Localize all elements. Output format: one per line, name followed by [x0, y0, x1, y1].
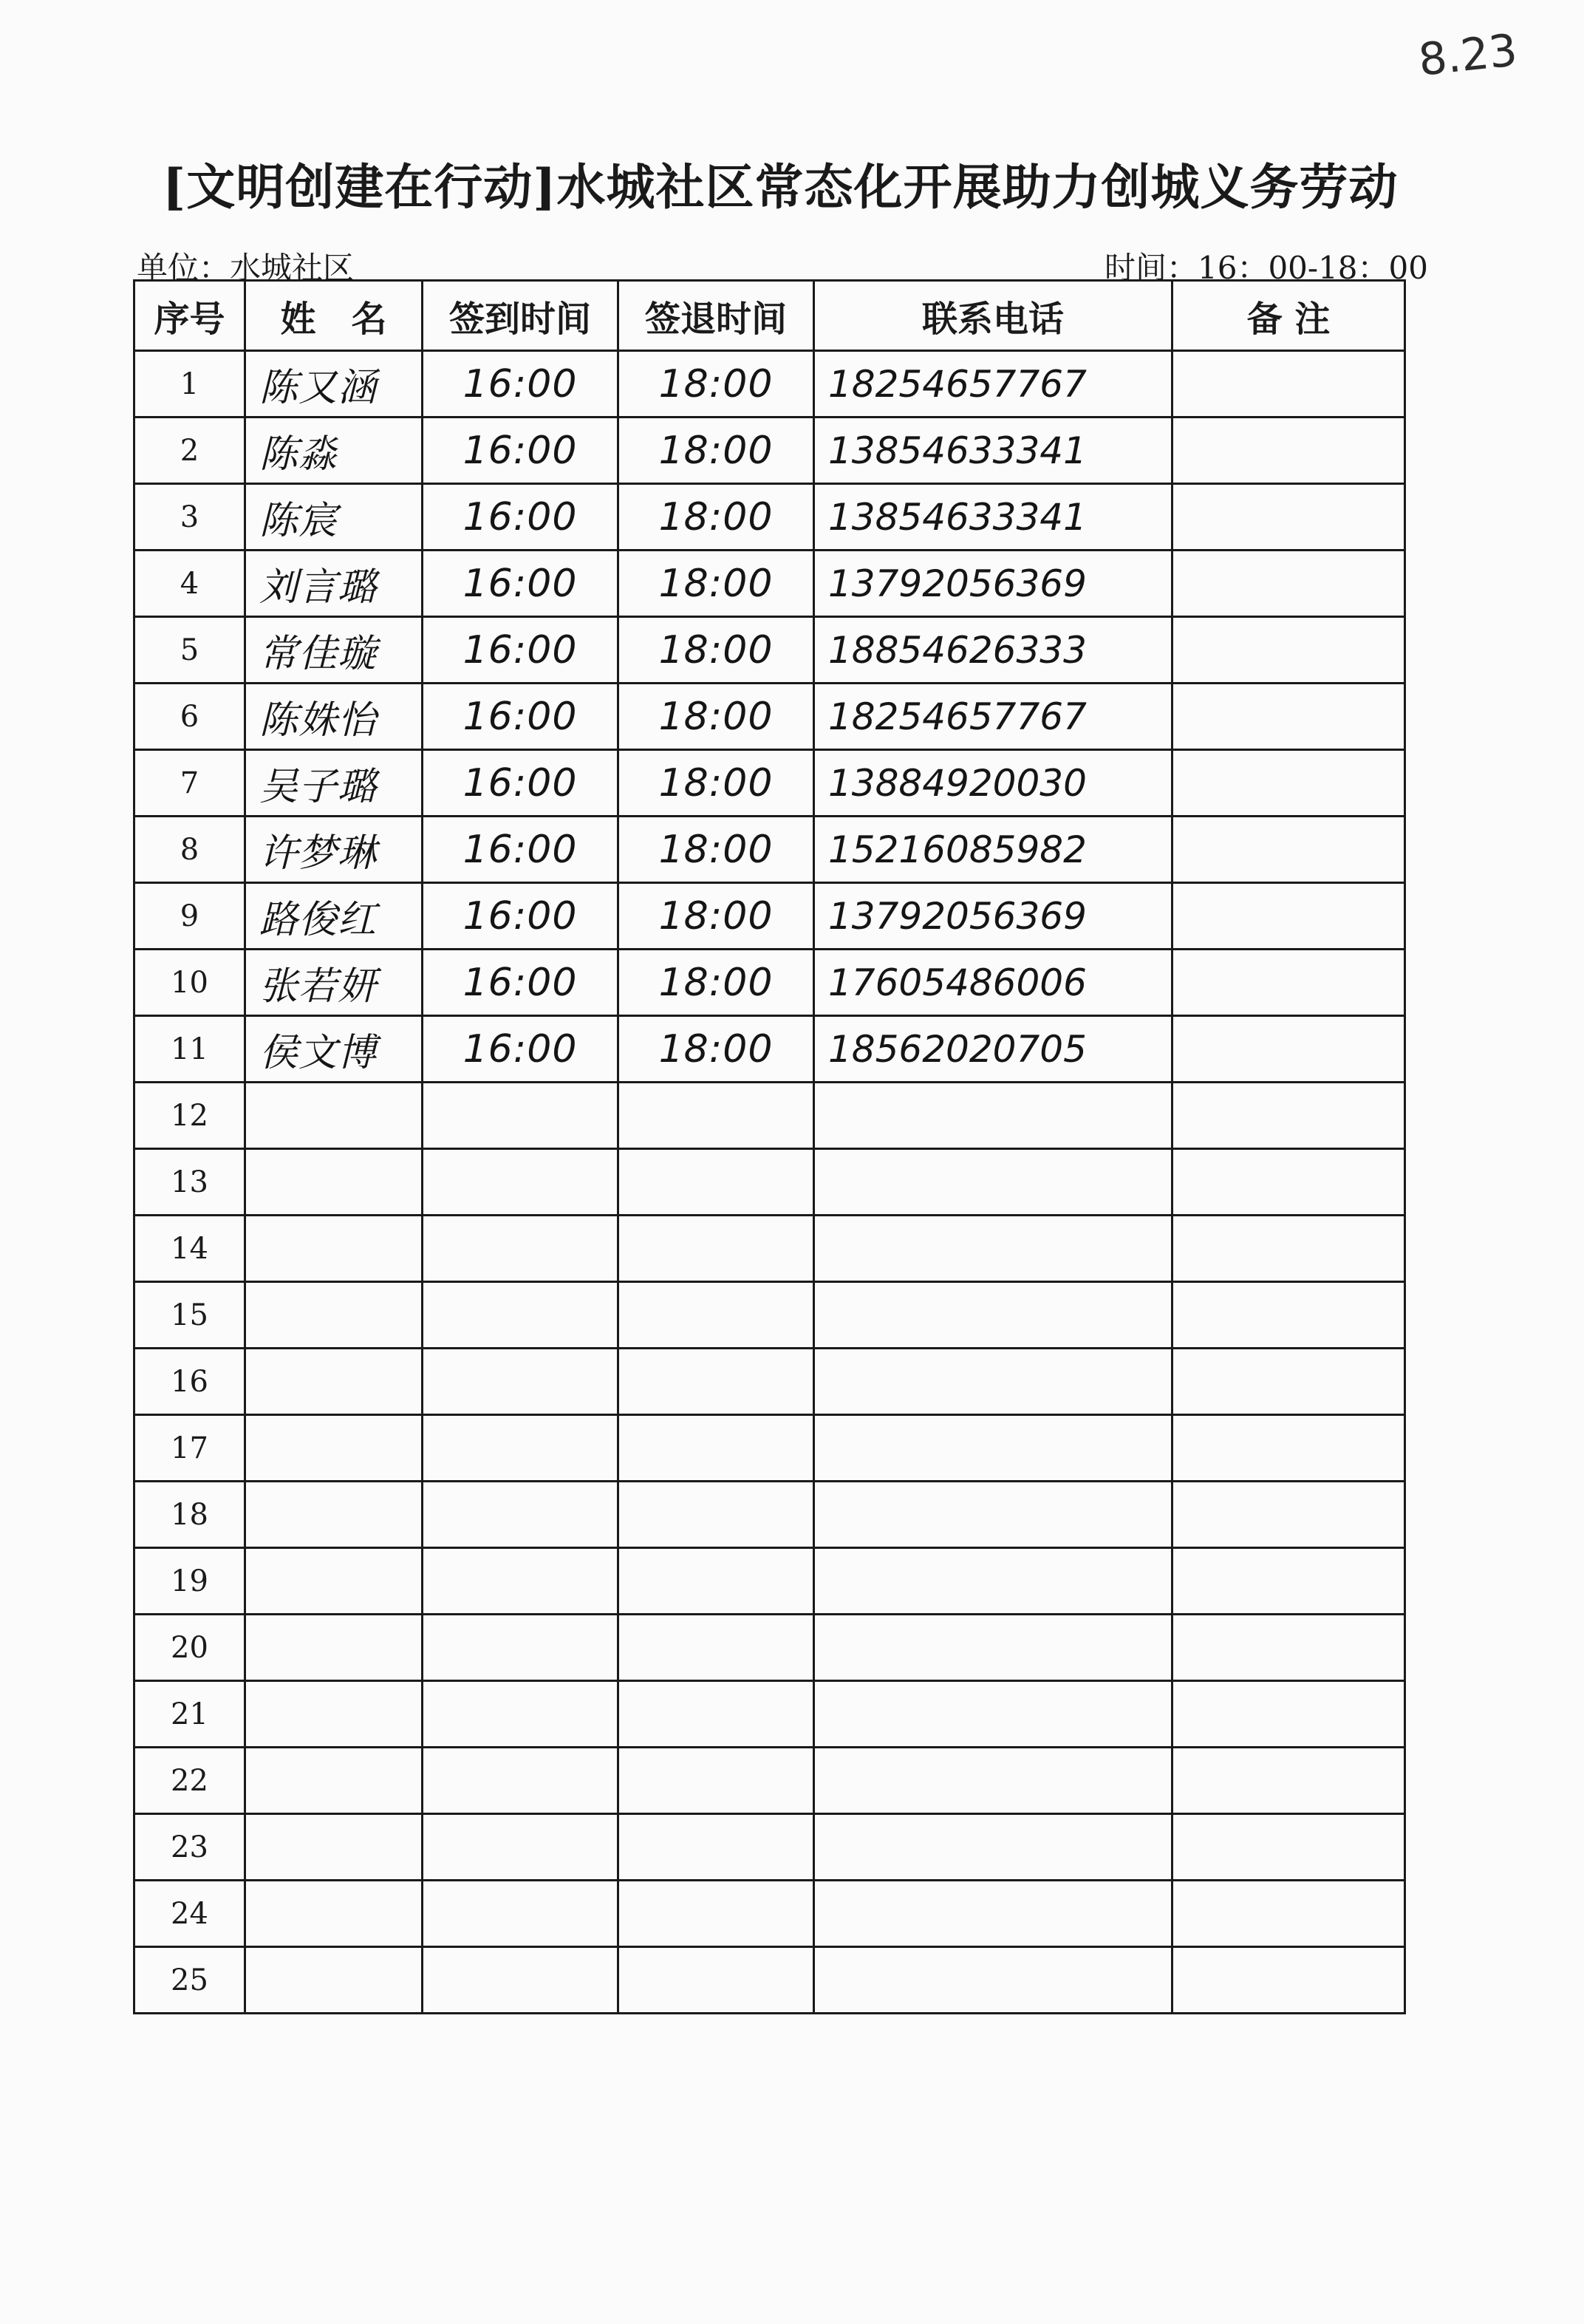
- cell-remark: [1172, 883, 1405, 950]
- cell-sign-out: [618, 1216, 814, 1282]
- cell-phone: [814, 1415, 1172, 1482]
- cell-sign-out: [618, 1814, 814, 1881]
- table-row: [134, 1881, 1405, 1947]
- cell-remark: [1172, 1881, 1405, 1947]
- time-label: 时间：16：00-18：00: [1105, 250, 1428, 286]
- cell-sign-out: 18:00: [618, 484, 814, 551]
- cell-index: 23: [134, 1814, 245, 1881]
- cell-sign-out: 18:00: [618, 883, 814, 950]
- cell-phone: [814, 1083, 1172, 1149]
- cell-remark: [1172, 1149, 1405, 1216]
- cell-name: 常佳璇: [245, 617, 423, 684]
- cell-index: 5: [134, 617, 245, 684]
- cell-index: 11: [134, 1016, 245, 1083]
- cell-sign-in: 16:00: [423, 817, 618, 883]
- cell-sign-in: [423, 1216, 618, 1282]
- table-row: [134, 1282, 1405, 1349]
- table-row: [134, 1615, 1405, 1681]
- header-index: 序号: [134, 281, 245, 351]
- table-row: [134, 1482, 1405, 1548]
- table-row: [134, 1083, 1405, 1149]
- cell-sign-in: 16:00: [423, 750, 618, 817]
- cell-index: 2: [134, 418, 245, 484]
- cell-phone: 18254657767: [814, 684, 1172, 750]
- cell-sign-out: 18:00: [618, 551, 814, 617]
- cell-name: [245, 1282, 423, 1349]
- cell-phone: [814, 1282, 1172, 1349]
- cell-phone: [814, 1615, 1172, 1681]
- cell-sign-in: [423, 1482, 618, 1548]
- cell-remark: [1172, 1415, 1405, 1482]
- cell-sign-out: [618, 1282, 814, 1349]
- cell-name: 刘言璐: [245, 551, 423, 617]
- cell-remark: [1172, 950, 1405, 1016]
- cell-sign-in: 16:00: [423, 1016, 618, 1083]
- cell-sign-out: 18:00: [618, 684, 814, 750]
- cell-sign-out: [618, 1947, 814, 2014]
- cell-phone: 15216085982: [814, 817, 1172, 883]
- table-row: [134, 950, 1405, 1016]
- cell-index: 22: [134, 1748, 245, 1814]
- cell-phone: 18254657767: [814, 351, 1172, 418]
- cell-index: 16: [134, 1349, 245, 1415]
- cell-name: 陈淼: [245, 418, 423, 484]
- cell-remark: [1172, 351, 1405, 418]
- cell-sign-in: [423, 1748, 618, 1814]
- cell-name: 陈姝怡: [245, 684, 423, 750]
- cell-phone: [814, 1216, 1172, 1282]
- cell-name: 侯文博: [245, 1016, 423, 1083]
- cell-index: 4: [134, 551, 245, 617]
- cell-phone: 13792056369: [814, 551, 1172, 617]
- cell-index: 10: [134, 950, 245, 1016]
- cell-sign-in: 16:00: [423, 351, 618, 418]
- cell-sign-out: [618, 1482, 814, 1548]
- header-sign-out: 签退时间: [618, 281, 814, 351]
- cell-remark: [1172, 1083, 1405, 1149]
- cell-remark: [1172, 1482, 1405, 1548]
- table-row: [134, 1947, 1405, 2014]
- table-row: [134, 351, 1405, 418]
- cell-sign-in: [423, 1548, 618, 1615]
- cell-remark: [1172, 1615, 1405, 1681]
- cell-remark: [1172, 1748, 1405, 1814]
- cell-sign-in: 16:00: [423, 684, 618, 750]
- cell-sign-in: [423, 1814, 618, 1881]
- table-row: [134, 1349, 1405, 1415]
- table-row: [134, 551, 1405, 617]
- cell-remark: [1172, 418, 1405, 484]
- cell-sign-in: [423, 1681, 618, 1748]
- table-row: [134, 617, 1405, 684]
- cell-name: [245, 1615, 423, 1681]
- cell-sign-out: [618, 1415, 814, 1482]
- table-row: [134, 1216, 1405, 1282]
- cell-remark: [1172, 1681, 1405, 1748]
- cell-sign-out: [618, 1615, 814, 1681]
- cell-phone: [814, 1881, 1172, 1947]
- cell-index: 14: [134, 1216, 245, 1282]
- cell-index: 18: [134, 1482, 245, 1548]
- cell-name: 许梦琳: [245, 817, 423, 883]
- table-row: [134, 418, 1405, 484]
- cell-index: 21: [134, 1681, 245, 1748]
- table-row: [134, 1149, 1405, 1216]
- cell-index: 8: [134, 817, 245, 883]
- cell-name: [245, 1548, 423, 1615]
- table-row: [134, 1016, 1405, 1083]
- cell-sign-in: 16:00: [423, 883, 618, 950]
- cell-sign-out: [618, 1748, 814, 1814]
- header-remark: 备 注: [1172, 281, 1405, 351]
- cell-name: [245, 1216, 423, 1282]
- table-row: [134, 1748, 1405, 1814]
- cell-remark: [1172, 1947, 1405, 2014]
- header-phone: 联系电话: [814, 281, 1172, 351]
- cell-remark: [1172, 684, 1405, 750]
- cell-name: 陈又涵: [245, 351, 423, 418]
- cell-name: [245, 1149, 423, 1216]
- cell-index: 3: [134, 484, 245, 551]
- cell-name: [245, 1415, 423, 1482]
- cell-sign-out: [618, 1349, 814, 1415]
- cell-index: 9: [134, 883, 245, 950]
- cell-sign-out: 18:00: [618, 817, 814, 883]
- cell-name: [245, 1083, 423, 1149]
- page-title: [文明创建在行动]水城社区常态化开展助力创城义务劳动: [163, 158, 1399, 216]
- cell-phone: 18562020705: [814, 1016, 1172, 1083]
- cell-sign-in: 16:00: [423, 551, 618, 617]
- cell-phone: 18854626333: [814, 617, 1172, 684]
- cell-phone: [814, 1681, 1172, 1748]
- cell-name: [245, 1349, 423, 1415]
- cell-remark: [1172, 750, 1405, 817]
- table-row: [134, 1415, 1405, 1482]
- cell-sign-in: [423, 1415, 618, 1482]
- table-row: [134, 1681, 1405, 1748]
- cell-name: [245, 1881, 423, 1947]
- cell-remark: [1172, 617, 1405, 684]
- cell-name: [245, 1947, 423, 2014]
- handwritten-date-note: 8.23: [1416, 24, 1520, 86]
- cell-index: 25: [134, 1947, 245, 2014]
- cell-phone: [814, 1349, 1172, 1415]
- cell-sign-in: [423, 1947, 618, 2014]
- cell-phone: 13792056369: [814, 883, 1172, 950]
- cell-name: [245, 1482, 423, 1548]
- cell-sign-out: [618, 1548, 814, 1615]
- cell-sign-in: 16:00: [423, 950, 618, 1016]
- cell-sign-out: [618, 1149, 814, 1216]
- cell-sign-out: 18:00: [618, 750, 814, 817]
- cell-sign-out: 18:00: [618, 1016, 814, 1083]
- cell-sign-out: 18:00: [618, 418, 814, 484]
- signin-table: [133, 279, 1406, 2014]
- header-sign-in: 签到时间: [423, 281, 618, 351]
- table-row: [134, 883, 1405, 950]
- cell-sign-in: [423, 1282, 618, 1349]
- cell-remark: [1172, 1548, 1405, 1615]
- table-row: [134, 817, 1405, 883]
- table-row: [134, 1548, 1405, 1615]
- cell-sign-in: [423, 1083, 618, 1149]
- cell-remark: [1172, 551, 1405, 617]
- cell-index: 24: [134, 1881, 245, 1947]
- cell-remark: [1172, 484, 1405, 551]
- cell-sign-out: [618, 1083, 814, 1149]
- cell-sign-in: [423, 1149, 618, 1216]
- cell-phone: 13854633341: [814, 484, 1172, 551]
- cell-remark: [1172, 1016, 1405, 1083]
- cell-index: 17: [134, 1415, 245, 1482]
- cell-sign-in: 16:00: [423, 484, 618, 551]
- cell-sign-in: 16:00: [423, 418, 618, 484]
- cell-sign-out: [618, 1881, 814, 1947]
- cell-index: 19: [134, 1548, 245, 1615]
- cell-name: [245, 1748, 423, 1814]
- table-row: [134, 484, 1405, 551]
- cell-index: 13: [134, 1149, 245, 1216]
- cell-phone: [814, 1149, 1172, 1216]
- table-row: [134, 684, 1405, 750]
- cell-name: 张若妍: [245, 950, 423, 1016]
- unit-label: 单位：水城社区: [137, 250, 355, 286]
- cell-index: 7: [134, 750, 245, 817]
- cell-phone: [814, 1548, 1172, 1615]
- cell-name: 吴子璐: [245, 750, 423, 817]
- cell-remark: [1172, 1814, 1405, 1881]
- cell-name: 陈宸: [245, 484, 423, 551]
- cell-remark: [1172, 1282, 1405, 1349]
- cell-remark: [1172, 817, 1405, 883]
- cell-phone: 13884920030: [814, 750, 1172, 817]
- table-header: [134, 281, 1405, 351]
- cell-sign-out: 18:00: [618, 950, 814, 1016]
- cell-sign-in: [423, 1881, 618, 1947]
- cell-remark: [1172, 1216, 1405, 1282]
- cell-index: 1: [134, 351, 245, 418]
- header-name: 姓 名: [245, 281, 423, 351]
- cell-index: 12: [134, 1083, 245, 1149]
- header-row: [134, 281, 1405, 351]
- cell-sign-out: [618, 1681, 814, 1748]
- cell-phone: [814, 1814, 1172, 1881]
- cell-sign-in: [423, 1349, 618, 1415]
- cell-phone: [814, 1748, 1172, 1814]
- cell-phone: [814, 1482, 1172, 1548]
- table-body: [134, 351, 1405, 2014]
- cell-phone: 13854633341: [814, 418, 1172, 484]
- cell-index: 6: [134, 684, 245, 750]
- cell-sign-in: 16:00: [423, 617, 618, 684]
- cell-name: 路俊红: [245, 883, 423, 950]
- cell-remark: [1172, 1349, 1405, 1415]
- table-row: [134, 750, 1405, 817]
- cell-sign-out: 18:00: [618, 351, 814, 418]
- cell-sign-in: [423, 1615, 618, 1681]
- cell-index: 20: [134, 1615, 245, 1681]
- cell-phone: [814, 1947, 1172, 2014]
- cell-index: 15: [134, 1282, 245, 1349]
- cell-phone: 17605486006: [814, 950, 1172, 1016]
- cell-name: [245, 1814, 423, 1881]
- cell-name: [245, 1681, 423, 1748]
- table-row: [134, 1814, 1405, 1881]
- cell-sign-out: 18:00: [618, 617, 814, 684]
